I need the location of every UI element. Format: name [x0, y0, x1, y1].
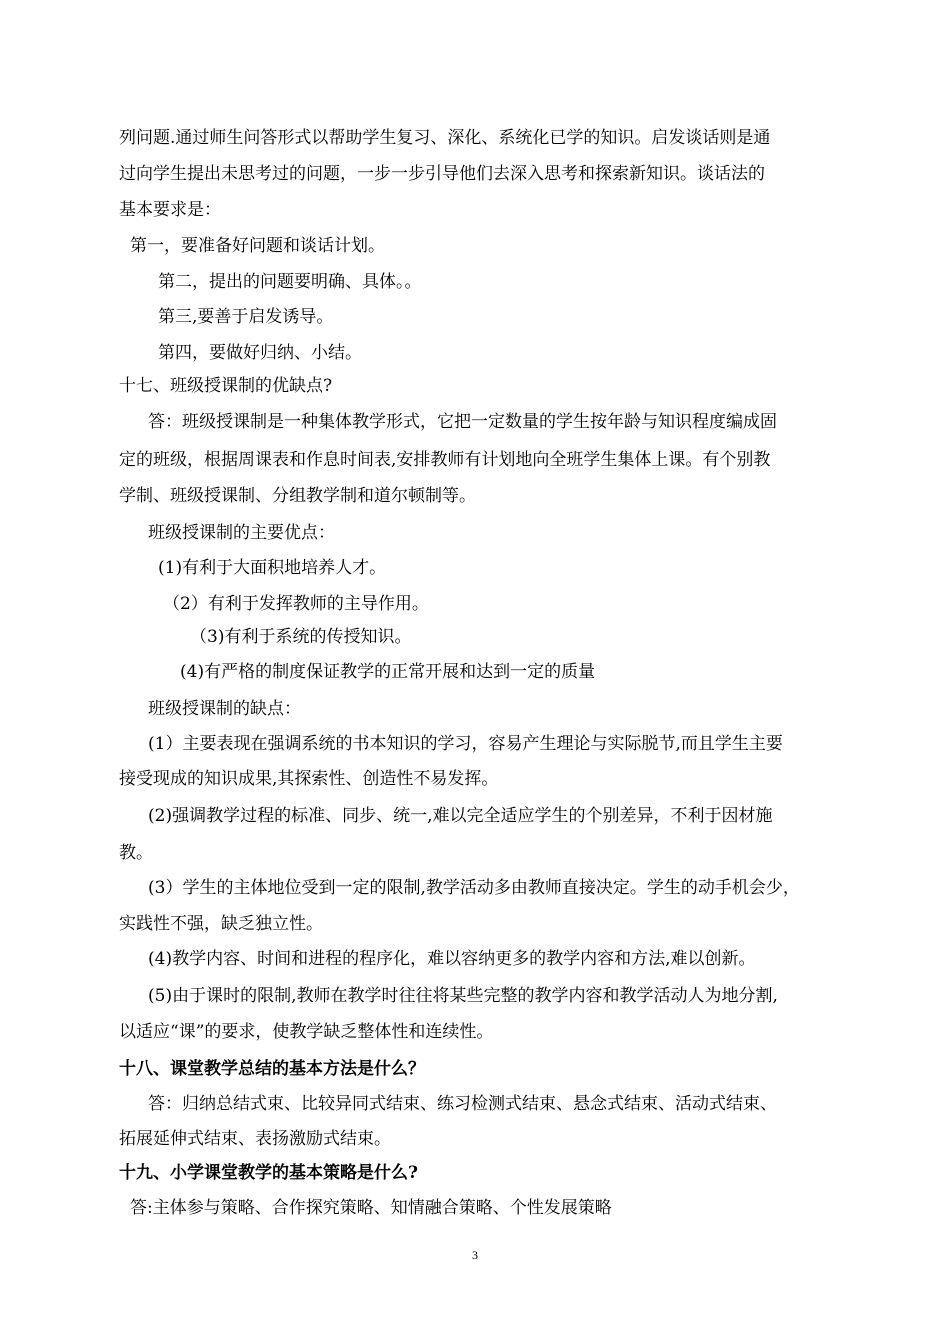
- disadvantages-title: 班级授课制的缺点：: [148, 699, 301, 719]
- disadvantage-1-line-1: (1）主要表现在强调系统的书本知识的学习，容易产生理论与实际脱节,而且学生主要: [148, 734, 783, 754]
- disadvantage-4-line-1: (4)教学内容、时间和进程的程序化，难以容纳更多的教学内容和方法,难以创新。: [148, 949, 756, 969]
- disadvantage-2-line-2: 教。: [119, 843, 153, 863]
- requirement-1: 第一，要准备好问题和谈话计划。: [130, 236, 385, 256]
- advantage-3: （3)有利于系统的传授知识。: [190, 627, 412, 647]
- advantages-title: 班级授课制的主要优点：: [148, 523, 335, 543]
- disadvantage-5-line-1: (5)由于课时的限制,教师在教学时往往将某些完整的教学内容和教学活动人为地分割,: [148, 986, 778, 1006]
- section18-answer-line-1: 答：归纳总结式束、比较异同式结束、练习检测式结束、悬念式结束、活动式结束、: [148, 1094, 777, 1114]
- section19-answer: 答:主体参与策略、合作探究策略、知情融合策略、个性发展策略: [130, 1198, 612, 1218]
- section17-heading: 十七、班级授课制的优缺点?: [119, 376, 333, 396]
- section18-heading: 十八、课堂教学总结的基本方法是什么？: [119, 1059, 425, 1079]
- advantage-1: (1)有利于大面积地培养人才。: [158, 558, 387, 578]
- intro-line-2: 过向学生提出未思考过的问题，一步一步引导他们去深入思考和探索新知识。谈话法的: [119, 164, 765, 184]
- requirement-2: 第二，提出的问题要明确、具体。。: [158, 272, 422, 292]
- requirement-4: 第四，要做好归纳、小结。: [158, 343, 362, 363]
- advantage-2: （2）有利于发挥教师的主导作用。: [163, 594, 429, 614]
- section18-answer-line-2: 拓展延伸式结束、表扬激励式结束。: [119, 1129, 391, 1149]
- section17-answer-line-1: 答：班级授课制是一种集体教学形式，它把一定数量的学生按年龄与知识程度编成固: [148, 412, 777, 432]
- section19-heading: 十九、小学课堂教学的基本策略是什么?: [119, 1163, 418, 1183]
- disadvantage-3-line-2: 实践性不强，缺乏独立性。: [119, 914, 323, 934]
- disadvantage-3-line-1: (3）学生的主体地位受到一定的限制,教学活动多由教师直接决定。学生的动手机会少，: [148, 878, 800, 898]
- section17-answer-line-3: 学制、班级授课制、分组教学制和道尔顿制等。: [119, 486, 476, 506]
- intro-line-1: 列问题.通过师生问答形式以帮助学生复习、深化、系统化已学的知识。启发谈话则是通: [119, 128, 771, 148]
- section17-answer-line-2: 定的班级，根据周课表和作息时间表,安排教师有计划地向全班学生集体上课。有个别教: [119, 450, 771, 470]
- intro-line-3: 基本要求是：: [119, 200, 221, 220]
- disadvantage-2-line-1: (2)强调教学过程的标准、同步、统一,难以完全适应学生的个别差异，不利于因材施: [148, 806, 773, 826]
- disadvantage-1-line-2: 接受现成的知识成果,其探索性、创造性不易发挥。: [119, 769, 499, 789]
- page-number: 3: [472, 1248, 478, 1262]
- advantage-4: (4)有严格的制度保证教学的正常开展和达到一定的质量: [180, 662, 596, 682]
- disadvantage-5-line-2: 以适应“课”的要求，使教学缺乏整体性和连续性。: [119, 1022, 494, 1042]
- requirement-3: 第三,要善于启发诱导。: [158, 307, 334, 327]
